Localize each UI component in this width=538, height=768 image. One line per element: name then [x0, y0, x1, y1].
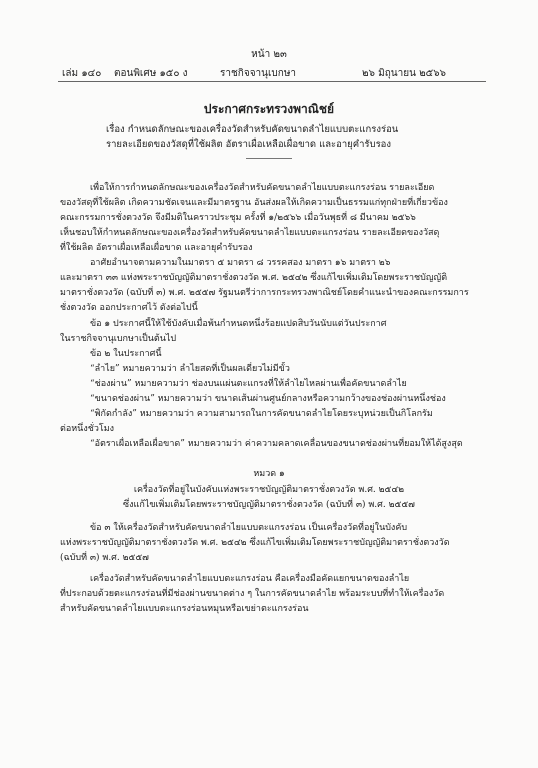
divider — [246, 158, 292, 159]
paragraph-line: ข้อ ๑ ประกาศนี้ให้ใช้บังคับเมื่อพ้นกำหนดหนึ่งร้อยแปดสิบวันนับแต่วันประกาศ — [90, 319, 387, 329]
announcement-title: ประกาศกระทรวงพาณิชย์ — [203, 102, 335, 116]
clause-1 — [60, 317, 478, 347]
subject-line: รายละเอียดของวัสดุที่ใช้ผลิต อัตราเผื่อเหลือเผื่อขาด และอายุคำรับรอง — [106, 139, 392, 150]
definition-line: “ช่องผ่าน” หมายความว่า ช่องบนแผ่นตะแกรงที่ให้ลำไยไหลผ่านเพื่อคัดขนาดลำไย — [90, 379, 407, 389]
paragraph-line: ในราชกิจจานุเบกษาเป็นต้นไป — [60, 334, 177, 344]
publication-date: ๒๖ มิถุนายน ๒๕๖๖ — [362, 68, 446, 79]
paragraph-line: สำหรับคัดขนาดลำไยแบบตะแกรงร่อนหมุนหรือเขย่าตะแกรงร่อน — [60, 604, 309, 614]
paragraph-line: ที่ใช้ผลิต อัตราเผื่อเหลือเผื่อขาด และอายุคำรับรอง — [60, 243, 253, 253]
clause-2 — [60, 347, 478, 452]
definition-paragraph — [60, 572, 478, 617]
paragraph-line: ข้อ ๓ ให้เครื่องวัดสำหรับคัดขนาดลำไยแบบตะแกรงร่อน เป็นเครื่องวัดที่อยู่ในบังคับ — [90, 523, 408, 533]
section-label: ตอนพิเศษ ๑๕๐ ง — [114, 68, 188, 79]
intro-paragraph — [60, 181, 478, 256]
chapter-label: หมวด ๑ — [253, 469, 285, 479]
paragraph-line: เพื่อให้การกำหนดลักษณะของเครื่องวัดสำหรับคัดขนาดลำไยแบบตะแกรงร่อน รายละเอียด — [90, 183, 435, 193]
paragraph-line: ชั่งตวงวัด ออกประกาศไว้ ดังต่อไปนี้ — [60, 303, 198, 313]
volume-label: เล่ม ๑๔๐ — [62, 68, 102, 79]
paragraph-line: (ฉบับที่ ๓) พ.ศ. ๒๕๕๗ — [60, 553, 149, 563]
paragraph-line: ที่ประกอบด้วยตะแกรงร่อนที่มีช่องผ่านขนาดต่าง ๆ ในการคัดขนาดลำไย พร้อมระบบที่ทำให้เครื่องวัด — [60, 589, 445, 599]
gazette-name: ราชกิจจานุเบกษา — [220, 68, 297, 79]
definition-line: “ขนาดช่องผ่าน” หมายความว่า ขนาดเส้นผ่านศูนย์กลางหรือความกว้างของช่องผ่านหนึ่งช่อง — [90, 394, 446, 404]
paragraph-line: มาตราชั่งตวงวัด (ฉบับที่ ๓) พ.ศ. ๒๕๕๗ รัฐมนตรีว่าการกระทรวงพาณิชย์โดยคำแนะนำของคณะกรรมการ — [60, 288, 469, 298]
authority-paragraph — [60, 256, 478, 316]
chapter-heading: เครื่องวัดที่อยู่ในบังคับแห่งพระราชบัญญัติมาตราชั่งตวงวัด พ.ศ. ๒๕๔๒ — [133, 485, 405, 495]
paragraph-line: เครื่องวัดสำหรับคัดขนาดลำไยแบบตะแกรงร่อน คือเครื่องมือคัดแยกขนาดของลำไย — [90, 574, 410, 584]
chapter-heading: ซึ่งแก้ไขเพิ่มเติมโดยพระราชบัญญัติมาตราชั่งตวงวัด (ฉบับที่ ๓) พ.ศ. ๒๕๕๗ — [123, 500, 415, 510]
paragraph-line: เห็นชอบให้กำหนดลักษณะของเครื่องวัดสำหรับคัดขนาดลำไยแบบตะแกรงร่อน รายละเอียดของวัสดุ — [60, 228, 440, 238]
definition-line: “พิกัดกำลัง” หมายความว่า ความสามารถในการคัดขนาดลำไยโดยระบุหน่วยเป็นกิโลกรัม — [90, 409, 433, 419]
header-rule — [58, 81, 486, 82]
paragraph-line: คณะกรรมการชั่งตวงวัด จึงมีมติในคราวประชุม ครั้งที่ ๑/๒๕๖๖ เมื่อวันพุธที่ ๘ มีนาคม ๒๕๖๖ — [60, 213, 416, 223]
subject-line: เรื่อง กำหนดลักษณะของเครื่องวัดสำหรับคัดขนาดลำไยแบบตะแกรงร่อน — [106, 124, 399, 135]
definition-line: “ลำไย” หมายความว่า ลำไยสดที่เป็นผลเดี่ยวไม่มีขั้ว — [90, 364, 290, 374]
paragraph-line: ต่อหนึ่งชั่วโมง — [60, 424, 115, 434]
paragraph-line: แห่งพระราชบัญญัติมาตราชั่งตวงวัด พ.ศ. ๒๕๔๒ ซึ่งแก้ไขเพิ่มเติมโดยพระราชบัญญัติมาตราชั่งตวงวัด — [60, 538, 450, 548]
page-number: หน้า ๒๓ — [251, 49, 287, 60]
clause-3 — [60, 521, 478, 566]
paragraph-line: และมาตรา ๓๓ แห่งพระราชบัญญัติมาตราชั่งตวงวัด พ.ศ. ๒๕๔๒ ซึ่งแก้ไขเพิ่มเติมโดยพระราชบัญญัติ — [60, 273, 448, 283]
paragraph-line: อาศัยอำนาจตามความในมาตรา ๕ มาตรา ๘ วรรคสอง มาตรา ๑๖ มาตรา ๒๖ — [90, 258, 391, 268]
paragraph-line: ของวัสดุที่ใช้ผลิต เกิดความชัดเจนและมีมาตรฐาน อันส่งผลให้เกิดความเป็นธรรมแก่ทุกฝ่ายที่เกี่ยวข้อง — [60, 198, 448, 208]
paragraph-line: ข้อ ๒ ในประกาศนี้ — [90, 349, 162, 359]
definition-line: “อัตราเผื่อเหลือเผื่อขาด” หมายความว่า ค่าความคลาดเคลื่อนของขนาดช่องผ่านที่ยอมให้ได้สูงสุด — [90, 439, 463, 449]
